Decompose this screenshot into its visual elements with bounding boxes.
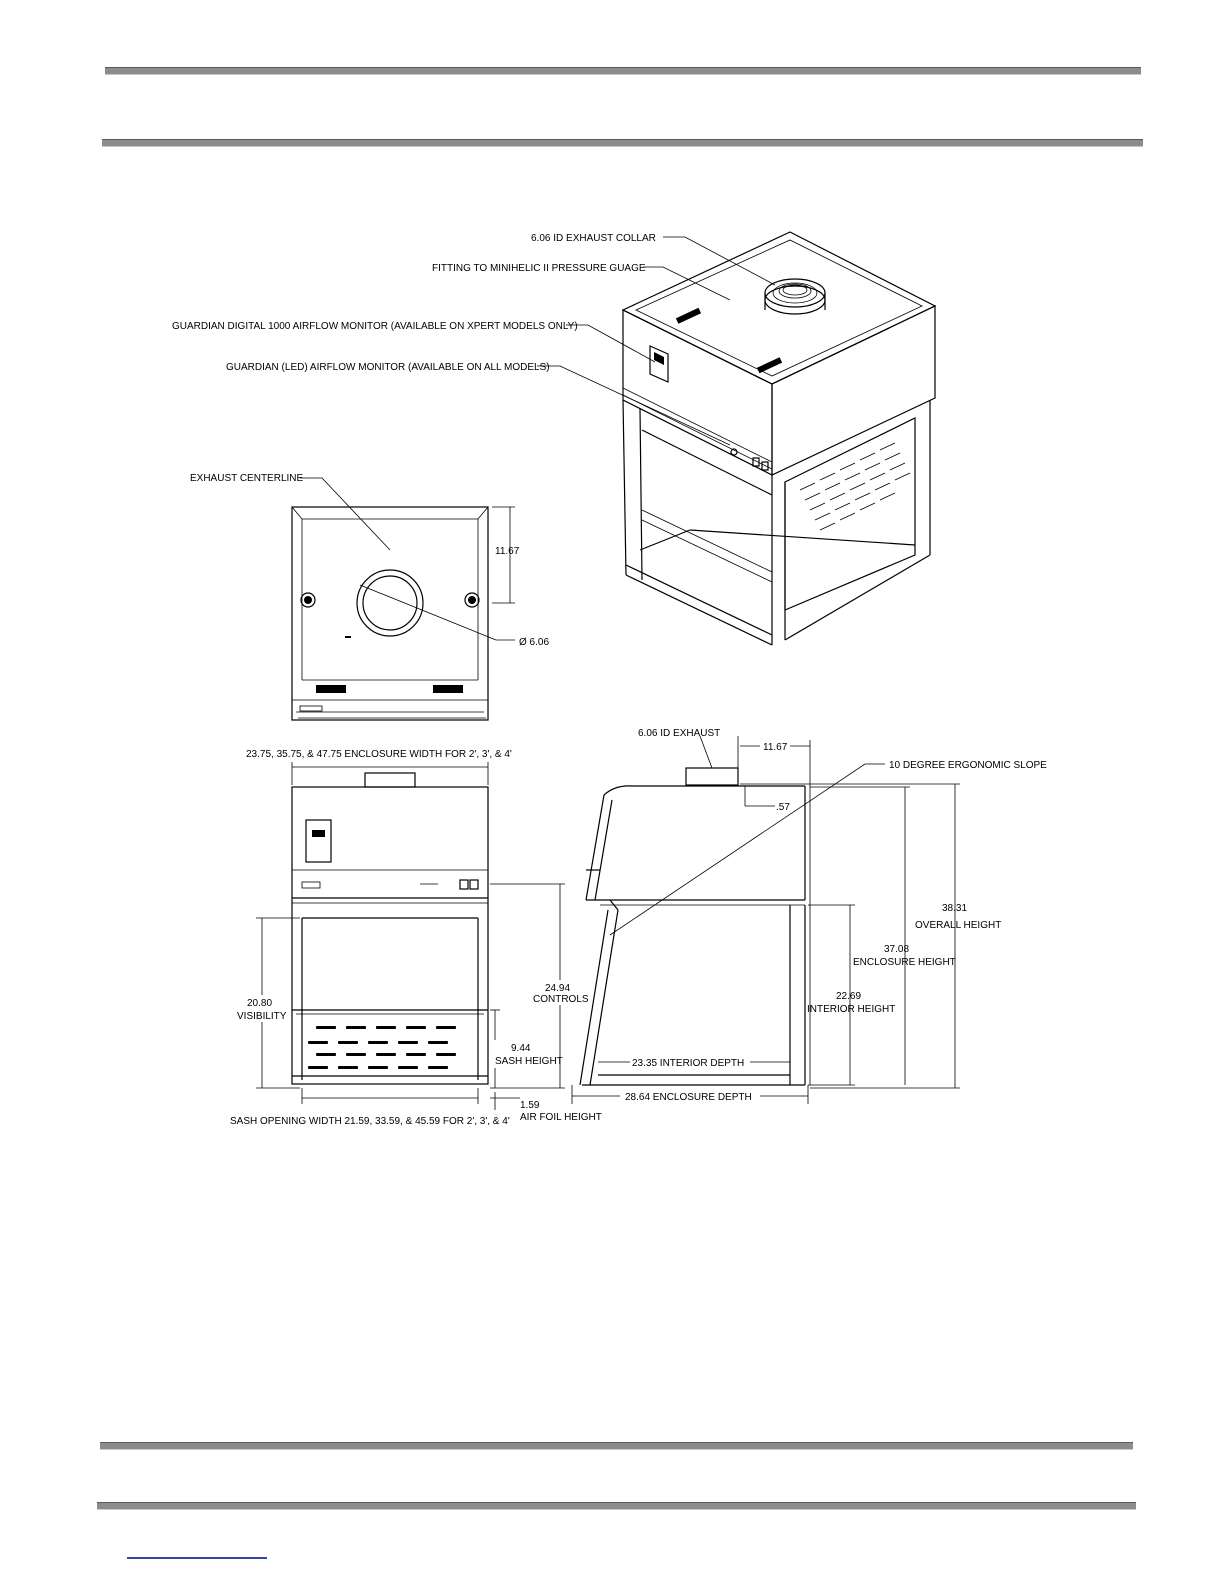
dim-diameter: Ø 6.06	[519, 637, 550, 648]
label-guardian-digital: GUARDIAN DIGITAL 1000 AIRFLOW MONITOR (AVAILABLE ON XPERT MODELS ONLY)	[172, 321, 578, 332]
side-view	[572, 736, 960, 1104]
dim-enclosure-depth: 28.64 ENCLOSURE DEPTH	[625, 1092, 752, 1103]
dim-enclosure-height-label: ENCLOSURE HEIGHT	[853, 957, 956, 968]
dim-sash-label: SASH HEIGHT	[495, 1056, 563, 1067]
dim-57: .57	[776, 802, 790, 813]
dim-visibility-label: VISIBILITY	[237, 1011, 287, 1022]
label-guardian-led: GUARDIAN (LED) AIRFLOW MONITOR (AVAILABLE ON ALL MODELS)	[226, 362, 550, 373]
dim-controls-value: 24.94	[545, 983, 571, 994]
label-fitting: FITTING TO MINIHELIC II PRESSURE GUAGE	[432, 263, 646, 274]
dim-exhaust-id: 6.06 ID EXHAUST	[638, 728, 721, 739]
isometric-view	[537, 232, 935, 645]
top-view	[292, 478, 515, 720]
dim-interior-height-label: INTERIOR HEIGHT	[807, 1004, 896, 1015]
label-exhaust-collar: 6.06 ID EXHAUST COLLAR	[531, 233, 656, 244]
dim-enclosure-width: 23.75, 35.75, & 47.75 ENCLOSURE WIDTH FOR 2', 3', & 4'	[246, 749, 512, 760]
footer-rule-bottom	[97, 1502, 1136, 1510]
dim-side-11-67: 11.67	[763, 742, 788, 753]
dim-visibility-value: 20.80	[247, 998, 273, 1009]
dim-interior-depth: 23.35 INTERIOR DEPTH	[632, 1058, 745, 1069]
dim-sash-opening: SASH OPENING WIDTH 21.59, 33.59, & 45.59 FOR 2', 3', & 4'	[230, 1116, 510, 1127]
dim-sash-value: 9.44	[511, 1043, 531, 1054]
dim-top-11-67: 11.67	[495, 546, 520, 557]
dim-overall-value: 38.31	[942, 903, 968, 914]
dim-controls-label: CONTROLS	[533, 994, 589, 1005]
footer-link-underline[interactable]	[127, 1557, 267, 1559]
dim-interior-height-value: 22.69	[836, 991, 862, 1002]
label-ergonomic-slope: 10 DEGREE ERGONOMIC SLOPE	[889, 760, 1047, 771]
dim-enclosure-height-value: 37.08	[884, 944, 910, 955]
label-exhaust-centerline: EXHAUST CENTERLINE	[190, 473, 304, 484]
footer-rule-top	[100, 1442, 1133, 1450]
dim-airfoil-value: 1.59	[520, 1100, 540, 1111]
dim-overall-label: OVERALL HEIGHT	[915, 920, 1002, 931]
dim-airfoil-label: AIR FOIL HEIGHT	[520, 1112, 602, 1123]
